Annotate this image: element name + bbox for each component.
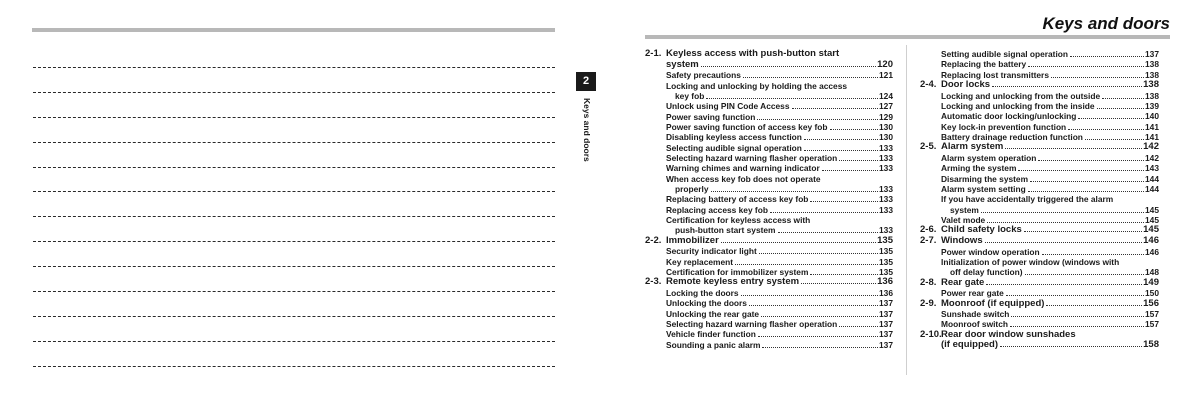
toc-entry-line xyxy=(920,91,1159,101)
toc-entry[interactable] xyxy=(645,329,893,339)
dot-leader xyxy=(839,160,878,161)
toc-text: system xyxy=(666,58,699,70)
toc-entry[interactable] xyxy=(645,246,893,256)
toc-text: Security indicator light xyxy=(666,246,757,257)
section-number: 2-4. xyxy=(920,79,937,91)
note-line[interactable] xyxy=(33,266,555,267)
page-number: 150 xyxy=(1145,288,1159,299)
toc-entry[interactable] xyxy=(920,111,1159,121)
page-number: 130 xyxy=(879,121,893,132)
page-number: 137 xyxy=(879,318,893,329)
section-heading xyxy=(645,236,893,247)
toc-entry-line xyxy=(645,163,893,173)
toc-entry-line xyxy=(645,194,893,204)
dot-leader xyxy=(759,253,878,254)
section-heading xyxy=(645,60,893,71)
toc-text: Sounding a panic alarm xyxy=(666,339,761,350)
section-heading xyxy=(645,49,893,60)
toc-text: Power rear gate xyxy=(941,288,1004,299)
page-number: 148 xyxy=(1145,267,1159,278)
toc-entry[interactable] xyxy=(645,340,893,350)
toc-entry-line xyxy=(920,267,1159,277)
toc-text: Locking and unlocking from the outside xyxy=(941,90,1101,101)
toc-entry-line xyxy=(920,247,1159,257)
toc-entry-line xyxy=(645,257,893,267)
toc-text: Remote keyless entry system xyxy=(666,276,800,288)
toc-entry-line xyxy=(645,101,893,111)
toc-entry[interactable] xyxy=(920,247,1159,257)
note-line[interactable] xyxy=(33,216,555,217)
toc-entry-line xyxy=(920,111,1159,121)
page-number: 144 xyxy=(1145,173,1159,184)
top-rule xyxy=(645,35,1170,39)
toc-entry[interactable] xyxy=(645,298,893,308)
page-number: 133 xyxy=(879,163,893,174)
toc-text: Certification for keyless access with xyxy=(666,215,811,225)
dot-leader xyxy=(987,222,1144,223)
page-number: 138 xyxy=(1145,69,1159,80)
left-page xyxy=(0,0,580,402)
toc-entry-line xyxy=(920,174,1159,184)
toc-entry-line xyxy=(645,309,893,319)
toc-section[interactable] xyxy=(920,142,1159,225)
dot-leader xyxy=(758,336,878,337)
toc-entry[interactable] xyxy=(645,257,893,267)
page-number: 145 xyxy=(1145,204,1159,215)
toc-entry[interactable] xyxy=(645,101,893,111)
dot-leader xyxy=(810,201,878,202)
toc-text: Replacing lost transmitters xyxy=(941,69,1049,80)
toc-text: Automatic door locking/unlocking xyxy=(941,111,1077,122)
toc-entry-line xyxy=(920,288,1159,298)
toc-text: Key replacement xyxy=(666,256,734,267)
toc-entry[interactable] xyxy=(645,163,893,173)
toc-text: Alarm system operation xyxy=(941,152,1037,163)
toc-text: system xyxy=(950,204,979,215)
dot-leader xyxy=(1006,295,1144,296)
page-number: 137 xyxy=(879,298,893,309)
toc-entry-line xyxy=(645,70,893,80)
page-number: 138 xyxy=(1145,59,1159,70)
toc-text: Arming the system xyxy=(941,163,1017,174)
toc-entry-line xyxy=(645,174,893,184)
note-line[interactable] xyxy=(33,142,555,143)
page-number: 145 xyxy=(1145,215,1159,225)
toc-column-1 xyxy=(645,49,893,350)
right-page xyxy=(600,0,1200,402)
toc-entry-line xyxy=(920,101,1159,111)
toc-entry-line xyxy=(920,163,1159,173)
toc-text: Door locks xyxy=(941,79,991,91)
dot-leader xyxy=(711,191,879,192)
note-line[interactable] xyxy=(33,167,555,168)
toc-text: Unlocking the doors xyxy=(666,298,747,309)
dot-leader xyxy=(770,212,878,213)
toc-text: Locking the doors xyxy=(666,287,739,298)
toc-entry[interactable] xyxy=(645,132,893,142)
chapter-tab-label xyxy=(580,98,594,188)
toc-entry-line xyxy=(645,340,893,350)
page-number: 137 xyxy=(879,329,893,340)
dot-leader xyxy=(749,305,878,306)
dot-leader xyxy=(1042,254,1144,255)
dot-leader xyxy=(778,232,879,233)
toc-entry[interactable] xyxy=(645,143,893,153)
dot-leader xyxy=(1085,139,1144,140)
toc-section[interactable] xyxy=(920,278,1159,299)
dot-leader xyxy=(1024,231,1142,232)
section-number: 2-7. xyxy=(920,234,937,246)
toc-text: Disarming the system xyxy=(941,173,1029,184)
dot-leader xyxy=(1005,148,1142,149)
page-number: 146 xyxy=(1143,234,1159,246)
page-number: 137 xyxy=(879,308,893,319)
top-rule xyxy=(32,28,555,32)
page-number: 135 xyxy=(879,256,893,267)
toc-entry-line xyxy=(645,122,893,132)
toc-text: When access key fob does not operate xyxy=(666,173,821,184)
dot-leader xyxy=(985,242,1143,243)
toc-entry-line xyxy=(920,59,1159,69)
toc-text: key fob xyxy=(675,90,705,101)
dot-leader xyxy=(743,77,878,78)
page-number: 121 xyxy=(879,70,893,81)
page-number: 142 xyxy=(1143,141,1159,153)
toc-text: Moonroof switch xyxy=(941,319,1008,330)
chapter-title: Keys and doors xyxy=(1042,14,1170,33)
section-heading xyxy=(920,340,1159,351)
note-line[interactable] xyxy=(33,291,555,292)
dot-leader xyxy=(701,66,876,67)
dot-leader xyxy=(839,326,878,327)
column-divider xyxy=(906,45,907,375)
section-number: 2-3. xyxy=(645,276,662,288)
toc-entry-line xyxy=(920,184,1159,194)
toc-text: Sunshade switch xyxy=(941,309,1010,320)
toc-entry[interactable] xyxy=(920,153,1159,163)
toc-entry-line xyxy=(645,132,893,142)
toc-column-2 xyxy=(920,49,1159,351)
dot-leader xyxy=(1102,98,1144,99)
toc-entry[interactable] xyxy=(645,288,893,298)
toc-text: Keyless access with push-button start xyxy=(666,48,840,59)
page-number: 141 xyxy=(1145,132,1159,142)
dot-leader xyxy=(1028,191,1144,192)
toc-entry[interactable] xyxy=(920,101,1159,111)
dot-leader xyxy=(1078,118,1144,119)
toc-entry[interactable] xyxy=(920,194,1159,215)
toc-text: properly xyxy=(675,183,709,194)
page-number: 146 xyxy=(1145,246,1159,257)
toc-text: push-button start system xyxy=(675,225,776,236)
toc-entry[interactable] xyxy=(645,319,893,329)
toc-text: Unlock using PIN Code Access xyxy=(666,101,790,112)
dot-leader xyxy=(1038,160,1144,161)
toc-text: Replacing battery of access key fob xyxy=(666,194,809,205)
section-number: 2-8. xyxy=(920,276,937,288)
toc-text: Alarm system xyxy=(941,141,1004,153)
toc-entry[interactable] xyxy=(645,174,893,195)
section-number: 2-5. xyxy=(920,141,937,153)
page-number: 133 xyxy=(879,204,893,215)
toc-text: Warning chimes and warning indicator xyxy=(666,163,820,174)
page-number: 137 xyxy=(1145,49,1159,59)
toc-text: Locking and unlocking from the inside xyxy=(941,100,1095,111)
note-line[interactable] xyxy=(33,92,555,93)
page-number: 136 xyxy=(879,287,893,298)
toc-entry-line xyxy=(920,49,1159,59)
toc-section[interactable] xyxy=(920,236,1159,278)
page-number: 133 xyxy=(879,225,893,236)
toc-section[interactable] xyxy=(645,277,893,350)
dot-leader xyxy=(721,242,876,243)
toc-entry-line xyxy=(920,122,1159,132)
toc-text: Windows xyxy=(941,234,983,246)
note-line[interactable] xyxy=(33,316,555,317)
dot-leader xyxy=(986,284,1142,285)
dot-leader xyxy=(1070,56,1144,57)
toc-entry-line xyxy=(920,309,1159,319)
dot-leader xyxy=(1028,66,1144,67)
toc-entry-line xyxy=(645,246,893,256)
toc-entry[interactable] xyxy=(645,194,893,204)
toc-text: Valet mode xyxy=(941,215,986,225)
toc-entry-line xyxy=(645,81,893,91)
dot-leader xyxy=(1025,274,1144,275)
dot-leader xyxy=(706,98,878,99)
toc-text: Power saving function of access key fob xyxy=(666,121,828,132)
toc-entry[interactable] xyxy=(645,70,893,80)
toc-text: Disabling keyless access function xyxy=(666,132,802,143)
page-number: 144 xyxy=(1145,183,1159,194)
dot-leader xyxy=(830,129,879,130)
toc-entry[interactable] xyxy=(645,81,893,102)
toc-text: Immobilizer xyxy=(666,234,719,246)
dot-leader xyxy=(1051,77,1144,78)
toc-section[interactable] xyxy=(920,330,1159,351)
note-line[interactable] xyxy=(33,117,555,118)
page-number: 120 xyxy=(877,58,893,70)
toc-text: Safety precautions xyxy=(666,70,741,81)
page-number: 133 xyxy=(879,183,893,194)
dot-leader xyxy=(1011,316,1144,317)
toc-entry-line xyxy=(645,288,893,298)
toc-text: Moonroof (if equipped) xyxy=(941,297,1045,309)
section-heading xyxy=(920,278,1159,289)
toc-text: Certification for immobilizer system xyxy=(666,266,809,277)
section-heading xyxy=(920,236,1159,247)
page-number: 149 xyxy=(1143,276,1159,288)
dot-leader xyxy=(981,212,1144,213)
toc-entry-line xyxy=(920,194,1159,204)
toc-text: Vehicle finder function xyxy=(666,329,756,340)
toc-entry[interactable] xyxy=(645,205,893,215)
page-number: 133 xyxy=(879,152,893,163)
note-line[interactable] xyxy=(33,241,555,242)
toc-text: Locking and unlocking by holding the access xyxy=(666,80,848,91)
toc-entry[interactable] xyxy=(920,184,1159,194)
toc-text: Initialization of power window (windows with xyxy=(941,256,1120,267)
toc-section[interactable] xyxy=(645,49,893,236)
toc-text: (if equipped) xyxy=(941,339,998,351)
dot-leader xyxy=(792,108,879,109)
toc-entry[interactable] xyxy=(645,215,893,236)
dot-leader xyxy=(801,283,876,284)
toc-entry[interactable] xyxy=(920,49,1159,59)
toc-entry[interactable] xyxy=(920,122,1159,132)
toc-entry-line xyxy=(645,91,893,101)
toc-entry[interactable] xyxy=(920,91,1159,101)
dot-leader xyxy=(822,170,878,171)
page-number: 133 xyxy=(879,142,893,153)
page-number: 127 xyxy=(879,101,893,112)
toc-section[interactable] xyxy=(920,80,1159,142)
page-number: 135 xyxy=(877,234,893,246)
section-number: 2-1. xyxy=(645,48,662,59)
page-number: 135 xyxy=(879,266,893,277)
toc-entry-line xyxy=(645,329,893,339)
chapter-tab[interactable]: 2 xyxy=(576,72,596,91)
page-number: 130 xyxy=(879,132,893,143)
toc-section[interactable] xyxy=(920,299,1159,330)
toc-text: Rear gate xyxy=(941,276,985,288)
page-number: 142 xyxy=(1145,152,1159,163)
toc-text: Power window operation xyxy=(941,246,1040,257)
section-heading xyxy=(920,142,1159,153)
note-line[interactable] xyxy=(33,67,555,68)
toc-text: Child safety locks xyxy=(941,224,1022,236)
section-heading xyxy=(920,299,1159,310)
toc-entry-line xyxy=(920,153,1159,163)
section-heading xyxy=(645,277,893,288)
dot-leader xyxy=(1097,108,1144,109)
dot-leader xyxy=(992,86,1142,87)
toc-section[interactable] xyxy=(645,236,893,278)
toc-text: Selecting audible signal operation xyxy=(666,142,802,153)
toc-text: Setting audible signal operation xyxy=(941,49,1069,59)
page-number: 136 xyxy=(877,276,893,288)
section-number: 2-2. xyxy=(645,234,662,246)
dot-leader xyxy=(1030,181,1144,182)
section-number: 2-6. xyxy=(920,224,937,236)
toc-text: Key lock-in prevention function xyxy=(941,121,1067,132)
page-number: 129 xyxy=(879,111,893,122)
notes-area xyxy=(33,67,555,391)
dot-leader xyxy=(810,274,878,275)
toc-entry[interactable] xyxy=(920,59,1159,69)
toc-entry[interactable] xyxy=(920,288,1159,298)
section-number: 2-9. xyxy=(920,297,937,309)
toc-text: off delay function) xyxy=(950,267,1023,278)
toc-entry[interactable] xyxy=(920,309,1159,319)
toc-entry-line xyxy=(920,205,1159,215)
toc-entry-line xyxy=(645,319,893,329)
dot-leader xyxy=(1000,346,1142,347)
toc-text: Battery drainage reduction function xyxy=(941,132,1083,142)
dot-leader xyxy=(762,347,878,348)
page-number: 157 xyxy=(1145,309,1159,320)
page-number: 124 xyxy=(879,90,893,101)
toc-entry-line xyxy=(645,184,893,194)
page-number: 157 xyxy=(1145,319,1159,330)
page-number: 133 xyxy=(879,194,893,205)
toc-entry-line xyxy=(645,215,893,225)
toc-entry-line xyxy=(645,112,893,122)
toc-text: Selecting hazard warning flasher operation xyxy=(666,152,838,163)
page-number: 140 xyxy=(1145,111,1159,122)
dot-leader xyxy=(804,139,878,140)
dot-leader xyxy=(741,295,878,296)
note-line[interactable] xyxy=(33,341,555,342)
toc-entry-line xyxy=(645,153,893,163)
dot-leader xyxy=(1018,170,1144,171)
chapter-tab-text: Keys and doors xyxy=(582,98,592,162)
toc-text: Unlocking the rear gate xyxy=(666,308,760,319)
section-number: 2-10. xyxy=(920,328,942,340)
toc-text: Replacing access key fob xyxy=(666,204,768,215)
toc-entry[interactable] xyxy=(645,153,893,163)
toc-text: Rear door window sunshades xyxy=(941,328,1076,340)
toc-text: Selecting hazard warning flasher operation xyxy=(666,318,838,329)
dot-leader xyxy=(804,150,878,151)
toc-entry[interactable] xyxy=(920,257,1159,278)
dot-leader xyxy=(757,119,878,120)
dot-leader xyxy=(1046,305,1142,306)
toc-text: Power saving function xyxy=(666,111,756,122)
page-number: 158 xyxy=(1143,339,1159,351)
page-number: 138 xyxy=(1145,90,1159,101)
toc-entry[interactable] xyxy=(645,112,893,122)
page-number: 145 xyxy=(1143,224,1159,236)
dot-leader xyxy=(1068,129,1144,130)
toc-text: Replacing the battery xyxy=(941,59,1027,70)
page-number: 143 xyxy=(1145,163,1159,174)
toc-entry-line xyxy=(645,205,893,215)
page-number: 138 xyxy=(1143,79,1159,91)
page-number: 137 xyxy=(879,339,893,350)
toc-entry-line xyxy=(645,143,893,153)
toc-entry[interactable] xyxy=(645,122,893,132)
toc-text: Alarm system setting xyxy=(941,183,1026,194)
toc-text: If you have accidentally triggered the alarm xyxy=(941,194,1114,205)
toc-entry-line xyxy=(645,298,893,308)
page-number: 139 xyxy=(1145,100,1159,111)
page-number: 141 xyxy=(1145,121,1159,132)
section-heading xyxy=(920,80,1159,91)
toc-entry[interactable] xyxy=(920,174,1159,184)
toc-section[interactable] xyxy=(920,49,1159,80)
toc-entry[interactable] xyxy=(645,309,893,319)
page-number: 156 xyxy=(1143,297,1159,309)
page-number: 135 xyxy=(879,246,893,257)
dot-leader xyxy=(1010,326,1144,327)
note-line[interactable] xyxy=(33,366,555,367)
dot-leader xyxy=(761,316,878,317)
toc-entry[interactable] xyxy=(920,163,1159,173)
toc-entry-line xyxy=(920,257,1159,267)
dot-leader xyxy=(735,264,878,265)
note-line[interactable] xyxy=(33,191,555,192)
